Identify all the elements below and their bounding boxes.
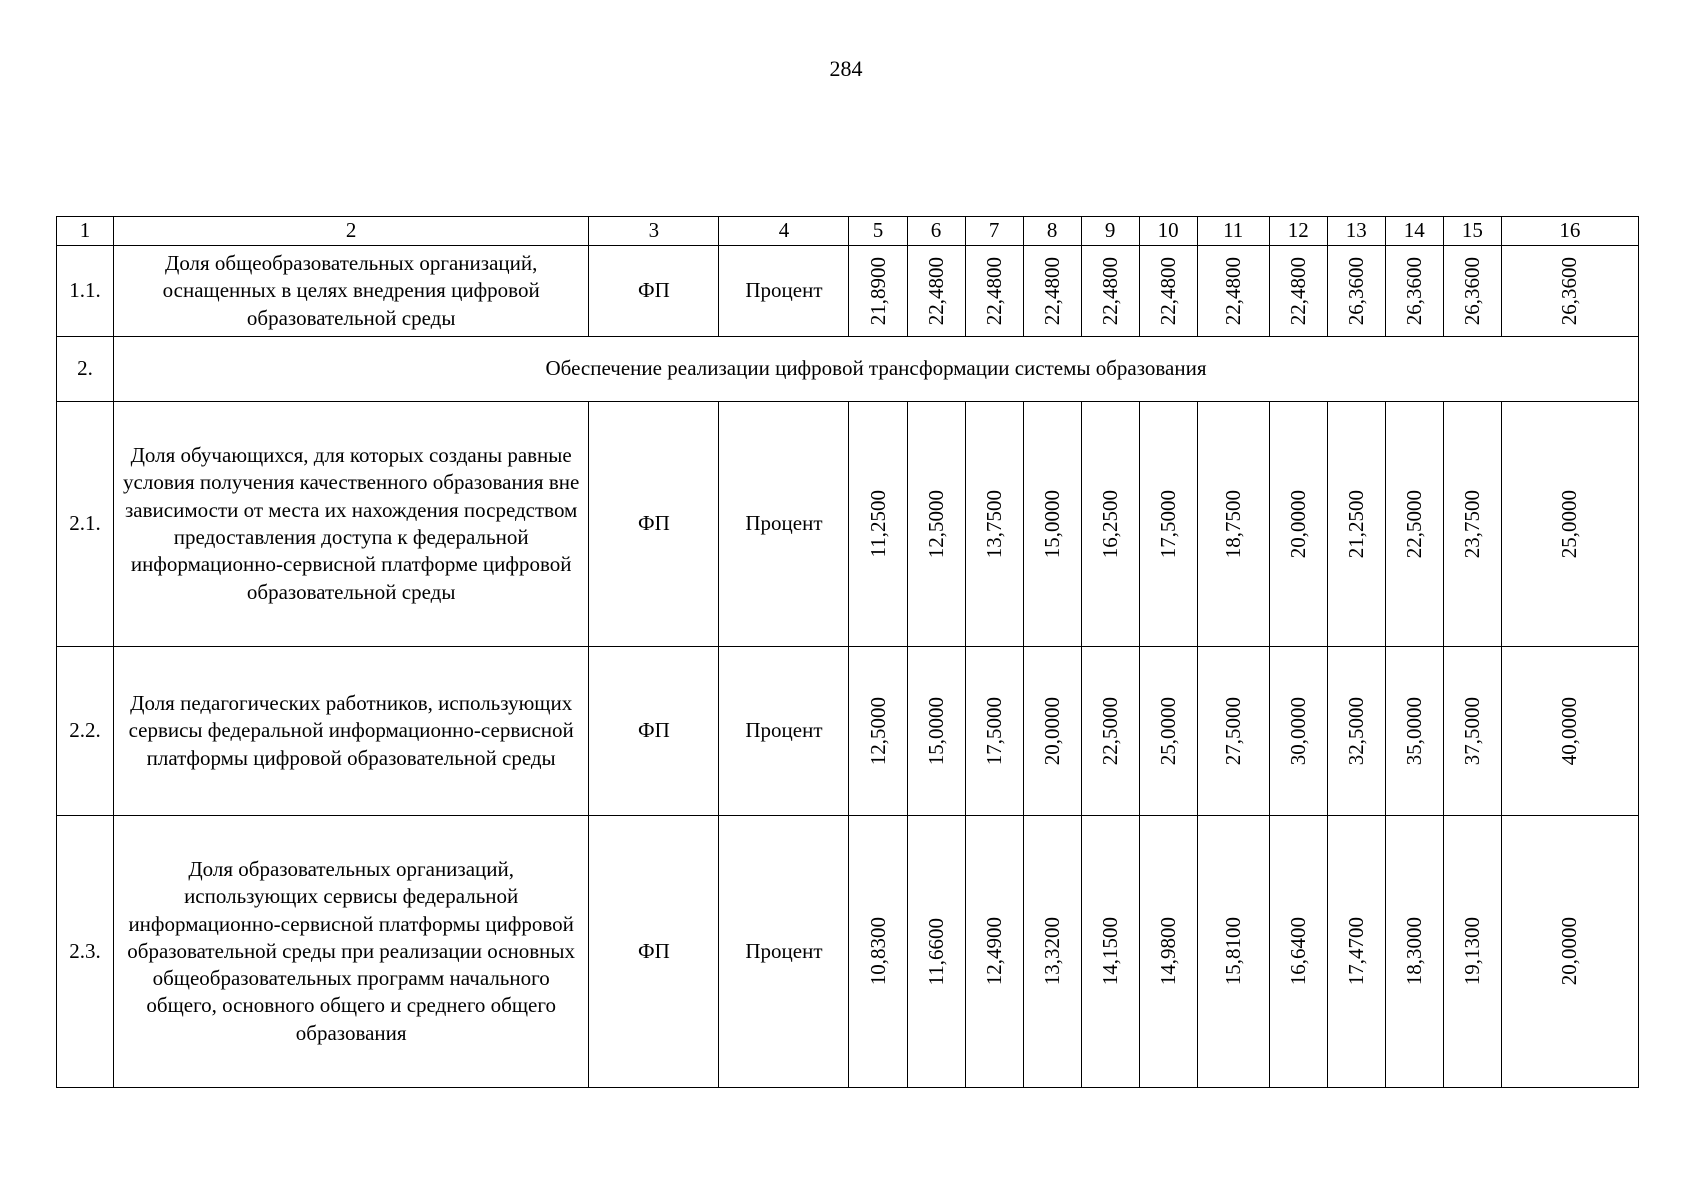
value-cell: 12,4900: [981, 917, 1006, 986]
value-cell: 14,9800: [1155, 917, 1180, 986]
header-cell: 10: [1139, 217, 1197, 246]
indicator-source: ФП: [589, 816, 719, 1088]
value-cell: 37,5000: [1459, 696, 1484, 766]
header-cell: 12: [1269, 217, 1327, 246]
value-cell: 22,4800: [981, 256, 1006, 326]
value-cell: 16,2500: [1097, 489, 1122, 559]
value-cell: 22,4800: [1220, 256, 1245, 326]
header-cell: 15: [1443, 217, 1501, 246]
value-cell: 27,5000: [1220, 696, 1245, 766]
table-row: [57, 816, 1639, 1088]
table-row: [57, 647, 1639, 816]
section-title: Обеспечение реализации цифровой трансформации системы образования: [114, 337, 1639, 402]
value-cell: 22,4800: [923, 256, 948, 326]
indicator-source: ФП: [589, 402, 719, 647]
value-cell: 26,3600: [1459, 256, 1484, 326]
indicator-source: ФП: [589, 647, 719, 816]
header-cell: 2: [114, 217, 589, 246]
row-number: 2.1.: [57, 402, 114, 647]
indicator-name: Доля образовательных организаций, использующих сервисы федеральной информационно-сервисной платформы цифровой образовательной среды при реализации основных общеобразовательных программ начального общего, основного общего и среднего общего образования: [114, 816, 589, 1088]
value-cell: 17,4700: [1343, 917, 1368, 986]
header-cell: 7: [965, 217, 1023, 246]
indicators-table: [56, 216, 1639, 1088]
value-cell: 22,4800: [1155, 256, 1180, 326]
value-cell: 30,0000: [1285, 696, 1310, 766]
header-cell: 13: [1327, 217, 1385, 246]
header-cell: 5: [849, 217, 907, 246]
value-cell: 35,0000: [1401, 696, 1426, 766]
header-cell: 8: [1023, 217, 1081, 246]
value-cell: 18,7500: [1220, 489, 1245, 559]
value-cell: 26,3600: [1401, 256, 1426, 326]
value-cell: 15,0000: [923, 696, 948, 766]
header-cell: 1: [57, 217, 114, 246]
header-cell: 3: [589, 217, 719, 246]
header-cell: 6: [907, 217, 965, 246]
header-cell: 9: [1081, 217, 1139, 246]
value-cell: 13,3200: [1039, 917, 1064, 986]
value-cell: 15,0000: [1039, 489, 1064, 559]
header-cell: 14: [1385, 217, 1443, 246]
value-cell: 21,2500: [1343, 489, 1368, 559]
row-number: 2.: [57, 337, 114, 402]
section-row: [57, 337, 1639, 402]
indicator-unit: Процент: [719, 246, 849, 337]
value-cell: 15,8100: [1220, 917, 1245, 986]
row-number: 2.2.: [57, 647, 114, 816]
value-cell: 22,5000: [1097, 696, 1122, 766]
page-number: 284: [829, 56, 863, 81]
value-cell: 23,7500: [1459, 489, 1484, 559]
value-cell: 11,2500: [865, 490, 890, 558]
value-cell: 12,5000: [865, 696, 890, 766]
value-cell: 26,3600: [1343, 256, 1368, 326]
indicator-source: ФП: [589, 246, 719, 337]
value-cell: 22,4800: [1285, 256, 1310, 326]
row-number: 1.1.: [57, 246, 114, 337]
value-cell: 19,1300: [1459, 917, 1484, 986]
value-cell: 10,8300: [865, 917, 890, 986]
value-cell: 20,0000: [1039, 696, 1064, 766]
value-cell: 20,0000: [1285, 489, 1310, 559]
value-cell: 21,8900: [865, 256, 890, 326]
value-cell: 25,0000: [1155, 696, 1180, 766]
value-cell: 13,7500: [981, 489, 1006, 559]
indicator-name: Доля общеобразовательных организаций, оснащенных в целях внедрения цифровой образовательной среды: [114, 246, 589, 337]
value-cell: 17,5000: [1155, 489, 1180, 559]
value-cell: 40,0000: [1557, 696, 1582, 766]
value-cell: 22,5000: [1401, 489, 1426, 559]
table-row: [57, 246, 1639, 337]
value-cell: 11,6600: [923, 917, 948, 986]
value-cell: 22,4800: [1097, 256, 1122, 326]
row-number: 2.3.: [57, 816, 114, 1088]
value-cell: 25,0000: [1557, 489, 1582, 559]
header-cell: 11: [1197, 217, 1269, 246]
value-cell: 12,5000: [923, 489, 948, 559]
value-cell: 22,4800: [1039, 256, 1064, 326]
value-cell: 14,1500: [1097, 917, 1122, 986]
value-cell: 26,3600: [1557, 256, 1582, 326]
indicator-unit: Процент: [719, 816, 849, 1088]
indicator-unit: Процент: [719, 402, 849, 647]
value-cell: 18,3000: [1401, 917, 1426, 986]
header-cell: 4: [719, 217, 849, 246]
value-cell: 17,5000: [981, 696, 1006, 766]
header-cell: 16: [1501, 217, 1638, 246]
value-cell: 20,0000: [1557, 917, 1582, 986]
indicator-unit: Процент: [719, 647, 849, 816]
indicator-name: Доля обучающихся, для которых созданы равные условия получения качественного образования вне зависимости от места их нахождения посредством предоставления доступа к федеральной информационно-сервисной платформе цифровой образовательной среды: [114, 402, 589, 647]
table-row: [57, 402, 1639, 647]
header-row: [57, 217, 1639, 246]
value-cell: 32,5000: [1343, 696, 1368, 766]
indicator-name: Доля педагогических работников, использующих сервисы федеральной информационно-сервисной платформы цифровой образовательной среды: [114, 647, 589, 816]
value-cell: 16,6400: [1285, 917, 1310, 986]
